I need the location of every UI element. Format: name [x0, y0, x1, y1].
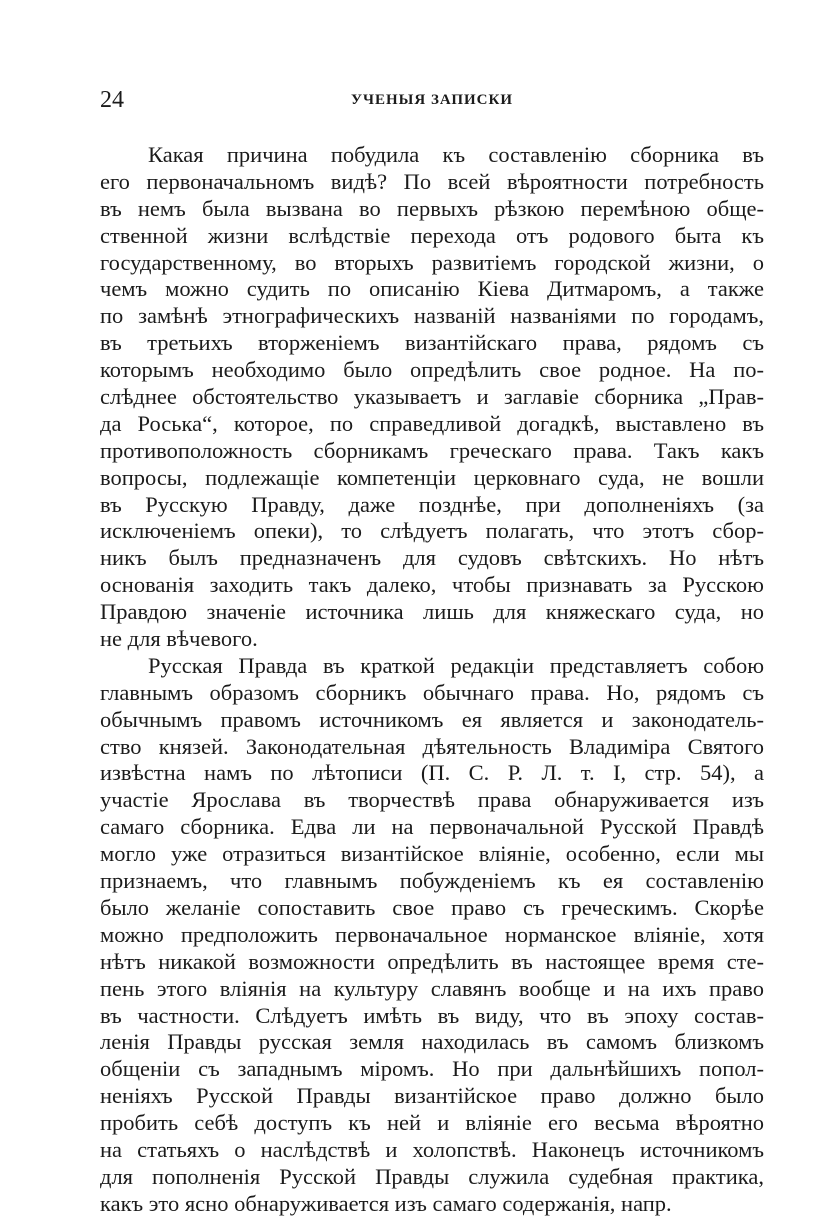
text-line: да Роська“, которое, по справедливой догадкѣ, выставлено въ	[100, 410, 764, 436]
text-line: пробить себѣ доступъ къ ней и вліяніе его весьма вѣроятно	[100, 1110, 764, 1136]
text-line: вопросы, подлежащіе компетенціи церковнаго суда, не вошли	[100, 464, 764, 490]
text-line: слѣднее обстоятельство указываетъ и заглавіе сборника „Прав-	[100, 384, 764, 410]
text-line: на статьяхъ о наслѣдствѣ и холопствѣ. Наконецъ источникомъ	[100, 1136, 764, 1162]
text-line: ство князей. Законодательная дѣятельность Владиміра Святого	[100, 733, 764, 759]
text-line: для пополненія Русской Правды служила судебная практика,	[100, 1163, 764, 1189]
text-line: самаго сборника. Едва ли на первоначальной Русской Правдѣ	[100, 814, 764, 840]
page-number: 24	[100, 87, 124, 113]
running-title: УЧЕНЫЯ ЗАПИСКИ	[350, 92, 514, 108]
text-line: пень этого вліянія на культуру славянъ вообще и на ихъ право	[100, 975, 764, 1001]
text-line: государственному, во вторыхъ развитіемъ городской жизни, о	[100, 249, 764, 275]
text-line: Какая причина побудила къ составленію сборника въ	[148, 142, 764, 167]
text-line: обычнымъ правомъ источникомъ ея является и законодатель-	[100, 706, 764, 732]
paragraph	[100, 653, 764, 1218]
paragraph	[100, 142, 764, 653]
text-line: не для вѣчевого.	[100, 626, 258, 652]
text-line: общеніи съ западнымъ міромъ. Но при дальнѣйшихъ попол-	[100, 1056, 764, 1082]
text-line: въ Русскую Правду, даже позднѣе, при дополненіяхъ (за	[100, 491, 764, 517]
text-line: можно предположить первоначальное норманское вліяніе, хотя	[100, 921, 764, 947]
text-line: извѣстна намъ по лѣтописи (П. С. Р. Л. т. I, стр. 54), а	[100, 760, 764, 786]
text-line: ленія Правды русская земля находилась въ самомъ близкомъ	[100, 1029, 764, 1055]
text-line: главнымъ образомъ сборникъ обычнаго права. Но, рядомъ съ	[100, 679, 764, 705]
text-line: участіе Ярослава въ творчествѣ права обнаруживается изъ	[100, 787, 764, 813]
text-line: основанія заходить такъ далеко, чтобы признавать за Русскою	[100, 572, 764, 598]
text-line: ственной жизни вслѣдствіе перехода отъ родового быта къ	[100, 222, 764, 248]
text-line: противоположность сборникамъ греческаго права. Такъ какъ	[100, 437, 764, 463]
text-line: неніяхъ Русской Правды византійское право должно было	[100, 1083, 764, 1109]
text-line: исключеніемъ опеки), то слѣдуетъ полагать, что этотъ сбор-	[100, 518, 764, 544]
text-line: по замѣнѣ этнографическихъ названій названіями по городамъ,	[100, 303, 764, 329]
text-line: могло уже отразиться византійское вліяніе, особенно, если мы	[100, 841, 764, 867]
text-line: его первоначальномъ видѣ? По всей вѣроятности потребность	[100, 168, 764, 194]
text-line: въ третьихъ вторженіемъ византійскаго права, рядомъ съ	[100, 330, 764, 356]
text-line: которымъ необходимо было опредѣлить свое родное. На по-	[100, 357, 764, 383]
text-line: было желаніе сопоставить свое право съ греческимъ. Скорѣе	[100, 894, 764, 920]
text-line: Правдою значеніе источника лишь для княжескаго суда, но	[100, 599, 764, 625]
text-line: въ немъ была вызвана во первыхъ рѣзкою перемѣною обще-	[100, 195, 764, 221]
page-header	[100, 88, 764, 118]
text-line: Русская Правда въ краткой редакціи представляетъ собою	[148, 652, 764, 678]
text-line: никъ былъ предназначенъ для судовъ свѣтскихъ. Но нѣтъ	[100, 545, 764, 571]
text-line: какъ это ясно обнаруживается изъ самаго содержанія, напр.	[100, 1190, 672, 1216]
text-line: чемъ можно судить по описанію Кіева Дитмаромъ, а также	[100, 276, 764, 302]
text-line: нѣтъ никакой возможности опредѣлить въ настоящее время сте-	[100, 948, 764, 974]
text-line: въ частности. Слѣдуетъ имѣть въ виду, что въ эпоху состав-	[100, 1002, 764, 1028]
text-line: признаемъ, что главнымъ побужденіемъ къ ея составленію	[100, 868, 764, 894]
body-text	[100, 142, 764, 1218]
